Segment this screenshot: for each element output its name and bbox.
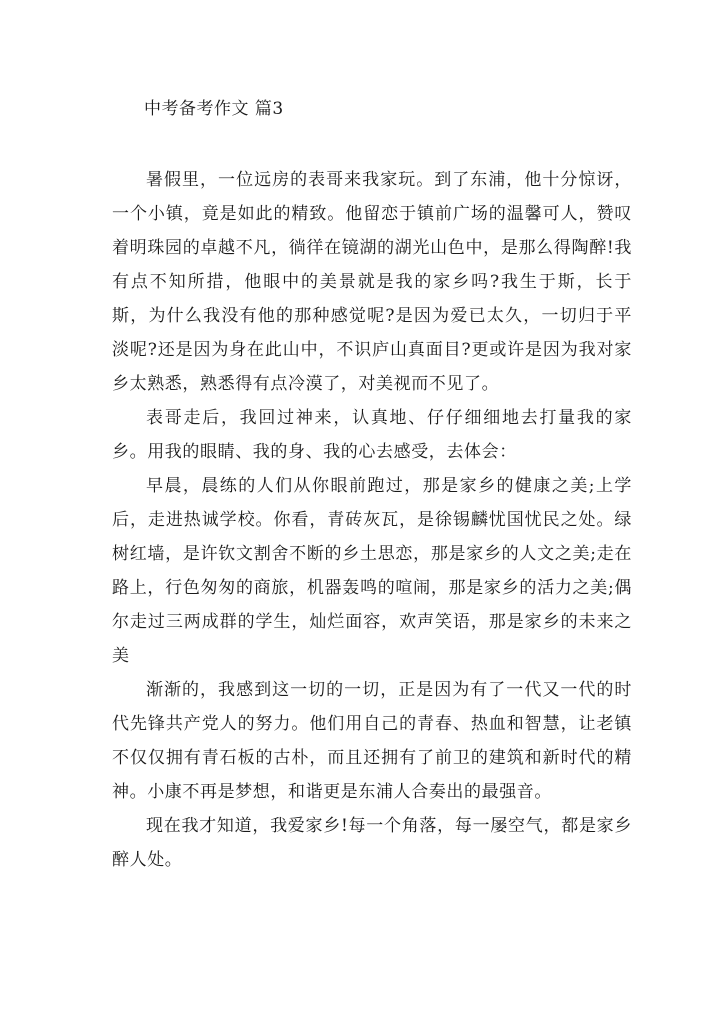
paragraph: 表哥走后，我回过神来，认真地、仔仔细细地去打量我的家乡。用我的眼睛、我的身、我的心去感受，去体会： <box>112 408 632 462</box>
document-title: 中考备考作文 篇3 <box>144 99 284 119</box>
paragraph: 现在我才知道，我爱家乡!每一个角落，每一屡空气，都是家乡醉人处。 <box>112 816 632 870</box>
paragraph: 早晨，晨练的人们从你眼前跑过，那是家乡的健康之美;上学后，走进热诚学校。你看，青砖灰瓦，是徐锡麟忧国忧民之处。绿树红墙，是许钦文割舍不断的乡土思恋，那是家乡的人文之美;走在路上，行色匆匆的商旅，机器轰鸣的喧闹，那是家乡的活力之美;偶尔走过三两成群的学生，灿烂面容，欢声笑语，那是家乡的未来之美 <box>112 476 632 666</box>
paragraph: 渐渐的，我感到这一切的一切，正是因为有了一代又一代的时代先锋共产党人的努力。他们用自己的青春、热血和智慧，让老镇不仅仅拥有青石板的古朴，而且还拥有了前卫的建筑和新时代的精神。小康不再是梦想，和谐更是东浦人合奏出的最强音。 <box>112 680 632 802</box>
document-body <box>112 163 632 877</box>
paragraph: 暑假里，一位远房的表哥来我家玩。到了东浦，他十分惊讶，一个小镇，竟是如此的精致。他留恋于镇前广场的温馨可人，赞叹着明珠园的卓越不凡，徜徉在镜湖的湖光山色中，是那么得陶醉!我有点不知所措，他眼中的美景就是我的家乡吗?我生于斯，长于斯，为什么我没有他的那种感觉呢?是因为爱已太久，一切归于平淡呢?还是因为身在此山中，不识庐山真面目?更或许是因为我对家乡太熟悉，熟悉得有点冷漠了，对美视而不见了。 <box>112 170 632 394</box>
